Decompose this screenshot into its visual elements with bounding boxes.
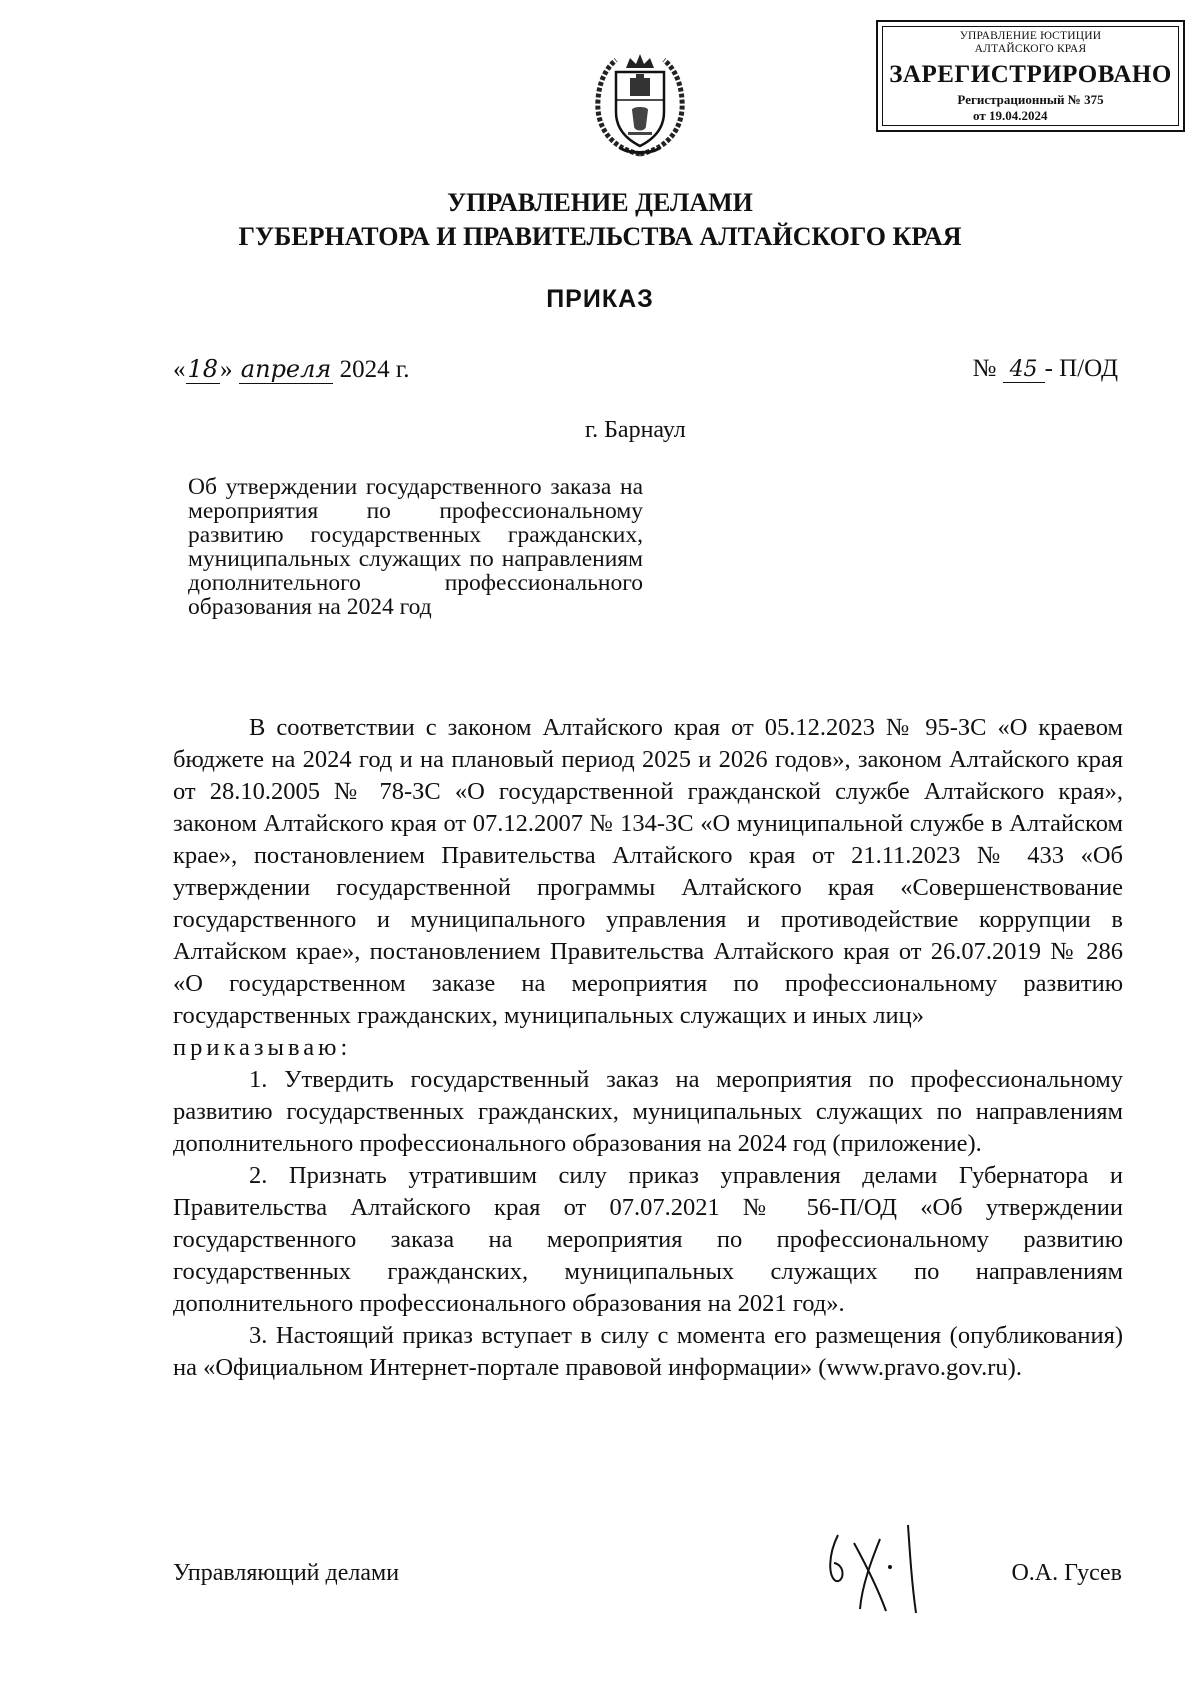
order-word: приказываю:: [173, 1034, 352, 1061]
date-month: апреля: [240, 355, 332, 383]
stamp-line-1: УПРАВЛЕНИЕ ЮСТИЦИИ: [959, 30, 1102, 42]
stamp-status: ЗАРЕГИСТРИРОВАНО: [889, 61, 1172, 88]
order-date: [173, 355, 410, 384]
order-item-2: 2. Признать утратившим силу приказ управления делами Губернатора и Правительства Алтайского края от 07.07.2021 № 56-П/ОД «Об утверждении государственного заказа на мероприятия по профессиональному развитию государственных гражданских, муниципальных служащих по направлениям дополнительного профессионального образования на 2021 год».: [173, 1162, 1123, 1317]
order-item-1: 1. Утвердить государственный заказ на мероприятия по профессиональному развитию государственных гражданских, муниципальных служащих по направлениям дополнительного профессионального образования на 2024 год (приложение).: [173, 1066, 1123, 1157]
date-day: 18: [187, 355, 219, 383]
header-line-2: ГУБЕРНАТОРА И ПРАВИТЕЛЬСТВА АЛТАЙСКОГО КРАЯ: [238, 222, 962, 251]
doc-type-title: ПРИКАЗ: [546, 285, 654, 313]
stamp-line-2: АЛТАЙСКОГО КРАЯ: [974, 43, 1087, 55]
registration-stamp: [876, 20, 1185, 132]
order-body: [173, 712, 1123, 1384]
header-line-1: УПРАВЛЕНИЕ ДЕЛАМИ: [447, 188, 753, 217]
city: г. Барнаул: [585, 417, 686, 443]
stamp-reg-number: Регистрационный № 375: [957, 92, 1104, 107]
stamp-reg-date: от 19.04.2024: [973, 108, 1048, 123]
issuer-header: [150, 186, 1050, 254]
signatory-name: О.А. Гусев: [1011, 1560, 1122, 1586]
number-suffix: - П/ОД: [1044, 355, 1118, 382]
date-open-quote: «: [173, 356, 186, 383]
coat-of-arms-icon: [590, 50, 690, 160]
number-prefix: №: [972, 355, 997, 382]
stamp-inner-frame: [882, 26, 1179, 126]
number-value: 45: [1003, 357, 1045, 383]
order-subject: Об утверждении государственного заказа на мероприятия по профессиональному развитию государственных гражданских, муниципальных служащих по направлениям дополнительного профессионального образования на 2024 год: [188, 474, 643, 620]
signatory-position: Управляющий делами: [173, 1560, 400, 1586]
order-number: [972, 355, 1118, 383]
preamble: В соответствии с законом Алтайского края от 05.12.2023 № 95-ЗС «О краевом бюджете на 2024 год и на плановый период 2025 и 2026 годов», законом Алтайского края от 28.10.2005 № 78-ЗС «О государственной гражданской службе Алтайского края», законом Алтайского края от 07.12.2007 № 134-ЗС «О муниципальной службе в Алтайском крае», постановлением Правительства Алтайского края от 21.11.2023 № 433 «Об утверждении государственной программы Алтайского края «Совершенствование государственного и муниципального управления и противодействие коррупции в Алтайском крае», постановлением Правительства Алтайского края от 26.07.2019 № 286 «О государственном заказе на мероприятия по профессиональному развитию государственных гражданских, муниципальных служащих и иных лиц»: [173, 714, 1123, 1029]
date-close-quote: »: [220, 356, 233, 383]
handwritten-signature-icon: [820, 1515, 930, 1615]
order-item-3: 3. Настоящий приказ вступает в силу с момента его размещения (опубликования) на «Официальном Интернет-портале правовой информации» (www.pravo.gov.ru).: [173, 1322, 1123, 1381]
date-year: 2024 г.: [339, 356, 410, 383]
